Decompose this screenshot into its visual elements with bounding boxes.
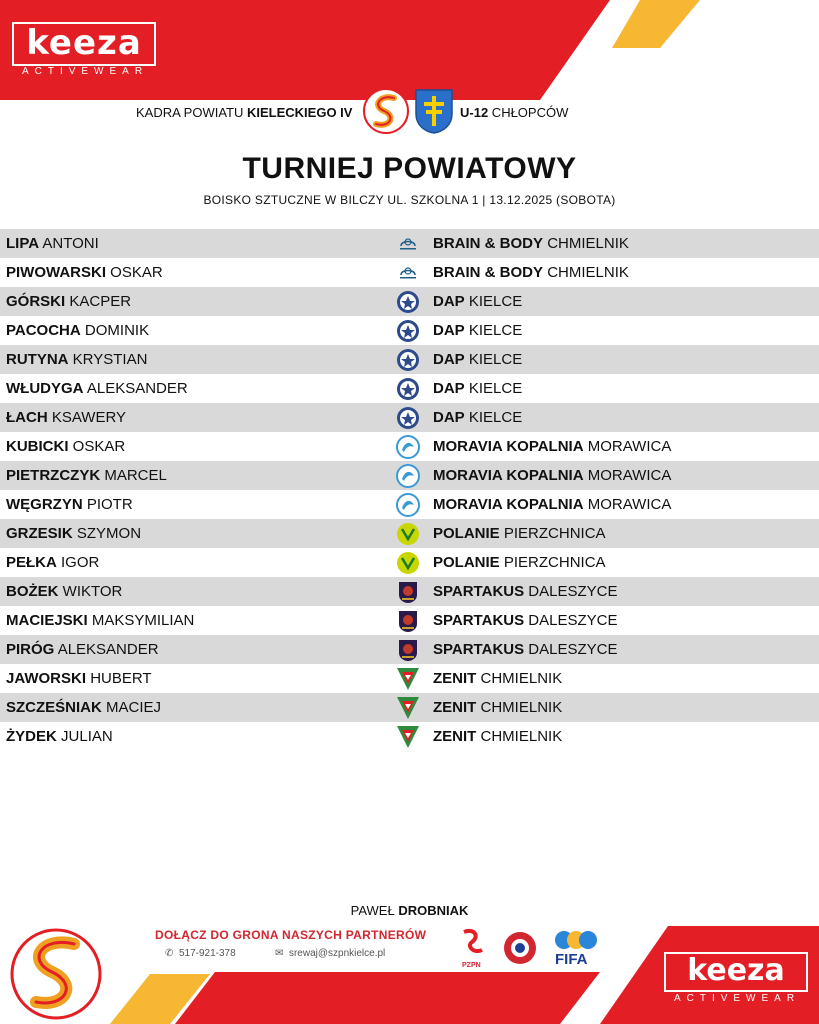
club-name [433,374,522,403]
club-name [433,229,629,258]
player-name [6,606,194,635]
club-city: CHMIELNIK [480,699,563,716]
player-row [0,287,819,316]
club-name [433,635,618,664]
brand-logo-subtitle: ACTIVEWEAR [21,66,149,77]
dap-crest-icon [396,406,420,430]
club-city: KIELCE [468,351,523,368]
club-name-main: MORAVIA KOPALNIA [433,467,584,484]
brain-body-crest-icon [396,261,420,285]
uefa-logo-icon [502,930,538,966]
player-last-name: PIETRZCZYK [6,467,101,484]
player-first-name: OSKAR [110,264,163,281]
moravia-crest-icon [396,435,420,459]
player-row [0,490,819,519]
club-name-main: DAP [433,293,465,310]
player-name [6,693,161,722]
club-name [433,548,606,577]
player-name [6,548,99,577]
player-first-name: MARCEL [104,467,167,484]
club-name [433,606,618,635]
player-last-name: RUTYNA [6,351,69,368]
mail-icon: ✉ [275,948,284,959]
player-row [0,722,819,751]
player-list [0,229,819,751]
player-row [0,374,819,403]
player-first-name: OSKAR [72,438,126,455]
club-city: PIERZCHNICA [503,554,606,571]
player-name [6,374,188,403]
coach-name: PAWEŁ DROBNIAK [350,903,469,918]
club-city: CHMIELNIK [547,264,629,281]
player-last-name: WĘGRZYN [6,496,83,513]
club-city: CHMIELNIK [480,670,563,687]
county-coat-of-arms-icon [414,88,454,134]
dap-crest-icon [396,290,420,314]
club-name [433,345,522,374]
club-name [433,693,562,722]
club-name [433,287,522,316]
player-row [0,345,819,374]
spartakus-crest-icon [396,638,420,662]
player-first-name: ALEKSANDER [86,380,188,397]
footer-brand-logo: keeza [664,952,808,992]
player-first-name: MAKSYMILIAN [91,612,195,629]
club-name-main: SPARTAKUS [433,612,525,629]
club-city: KIELCE [468,293,523,310]
player-last-name: JAWORSKI [6,670,87,687]
zenit-crest-icon [396,725,420,749]
club-name-main: SPARTAKUS [433,583,525,600]
club-city: KIELCE [468,409,523,426]
phone-contact: ✆ 517-921-378 [165,948,236,959]
player-first-name: HUBERT [90,670,152,687]
club-name-main: DAP [433,409,465,426]
club-city: MORAWICA [587,467,672,484]
player-name [6,664,152,693]
club-name-main: BRAIN & BODY [433,235,544,252]
player-first-name: PIOTR [86,496,133,513]
player-first-name: JULIAN [61,728,113,745]
player-last-name: PIRÓG [6,641,55,658]
dap-crest-icon [396,377,420,401]
player-last-name: ŻYDEK [6,728,57,745]
club-name-main: MORAVIA KOPALNIA [433,438,584,455]
player-last-name: ŁACH [6,409,48,426]
player-last-name: LIPA [6,235,40,252]
age-category: U-12 CHŁOPCÓW [460,105,569,120]
club-name-main: BRAIN & BODY [433,264,544,281]
player-first-name: ALEKSANDER [57,641,159,658]
club-name-main: ZENIT [433,699,477,716]
player-last-name: PACOCHA [6,322,81,339]
club-name [433,577,618,606]
player-first-name: KRYSTIAN [72,351,148,368]
dap-crest-icon [396,319,420,343]
player-name [6,432,125,461]
club-name-main: DAP [433,380,465,397]
player-row [0,403,819,432]
player-last-name: KUBICKI [6,438,69,455]
club-city: CHMIELNIK [547,235,629,252]
player-row [0,548,819,577]
event-details: BOISKO SZTUCZNE W BILCZY UL. SZKOLNA 1 | 13.12.2025 (SOBOTA) [203,193,616,207]
club-city: DALESZYCE [528,641,618,658]
club-city: CHMIELNIK [480,728,563,745]
polanie-crest-icon [396,522,420,546]
player-row [0,316,819,345]
zenit-crest-icon [396,667,420,691]
club-name-main: MORAVIA KOPALNIA [433,496,584,513]
brain-body-crest-icon [396,232,420,256]
club-name-main: ZENIT [433,670,477,687]
moravia-crest-icon [396,464,420,488]
szpn-emblem-icon [362,86,410,136]
fifa-globe-icon [554,928,598,952]
fifa-label: FIFA [555,951,588,968]
partners-cta: DOŁĄCZ DO GRONA NASZYCH PARTNERÓW [155,928,427,942]
player-first-name: KACPER [69,293,132,310]
player-name [6,635,159,664]
club-name-main: DAP [433,322,465,339]
club-city: KIELCE [468,380,523,397]
club-city: MORAWICA [587,496,672,513]
player-first-name: ANTONI [42,235,99,252]
club-name-main: ZENIT [433,728,477,745]
player-row [0,461,819,490]
moravia-crest-icon [396,493,420,517]
player-row [0,519,819,548]
club-city: KIELCE [468,322,523,339]
player-first-name: DOMINIK [84,322,150,339]
player-last-name: SZCZEŚNIAK [6,699,102,716]
spartakus-crest-icon [396,580,420,604]
player-first-name: MACIEJ [106,699,162,716]
player-last-name: MACIEJSKI [6,612,88,629]
player-name [6,287,131,316]
club-name [433,664,562,693]
player-first-name: IGOR [61,554,100,571]
club-name-main: SPARTAKUS [433,641,525,658]
player-row [0,258,819,287]
player-first-name: KSAWERY [51,409,127,426]
pzpn-label: PZPN [462,962,481,969]
club-name [433,403,522,432]
zenit-crest-icon [396,696,420,720]
player-name [6,461,167,490]
phone-icon: ✆ [165,948,174,959]
player-last-name: BOŻEK [6,583,59,600]
szpn-footer-emblem-icon [4,922,108,1022]
spartakus-crest-icon [396,609,420,633]
club-name [433,316,522,345]
page-title: TURNIEJ POWIATOWY [242,152,577,185]
dap-crest-icon [396,348,420,372]
player-last-name: GÓRSKI [6,293,66,310]
player-last-name: PIWOWARSKI [6,264,106,281]
squad-label: KADRA POWIATU KIELECKIEGO IV [136,105,353,120]
player-row [0,577,819,606]
email-contact[interactable]: ✉ srewaj@szpnkielce.pl [275,948,386,959]
player-name [6,229,99,258]
club-name [433,461,671,490]
club-name [433,432,671,461]
pzpn-logo-icon [460,928,488,962]
player-name [6,519,141,548]
player-last-name: PEŁKA [6,554,57,571]
player-name [6,490,133,519]
player-name [6,403,126,432]
club-name-main: DAP [433,351,465,368]
club-city: DALESZYCE [528,612,618,629]
player-name [6,577,122,606]
club-name [433,722,562,751]
player-row [0,635,819,664]
player-name [6,316,149,345]
player-row [0,664,819,693]
club-name [433,490,671,519]
club-city: DALESZYCE [528,583,618,600]
club-name-main: POLANIE [433,554,500,571]
footer-brand-logo-subtitle: ACTIVEWEAR [673,993,801,1004]
club-city: PIERZCHNICA [503,525,606,542]
club-name-main: POLANIE [433,525,500,542]
brand-logo: keeza [12,22,156,66]
polanie-crest-icon [396,551,420,575]
player-row [0,606,819,635]
player-row [0,693,819,722]
player-name [6,722,113,751]
club-name [433,258,629,287]
player-name [6,345,147,374]
club-city: MORAWICA [587,438,672,455]
player-first-name: SZYMON [76,525,142,542]
player-first-name: WIKTOR [62,583,123,600]
player-name [6,258,163,287]
club-name [433,519,606,548]
player-last-name: GRZESIK [6,525,73,542]
player-last-name: WŁUDYGA [6,380,84,397]
player-row [0,229,819,258]
player-row [0,432,819,461]
